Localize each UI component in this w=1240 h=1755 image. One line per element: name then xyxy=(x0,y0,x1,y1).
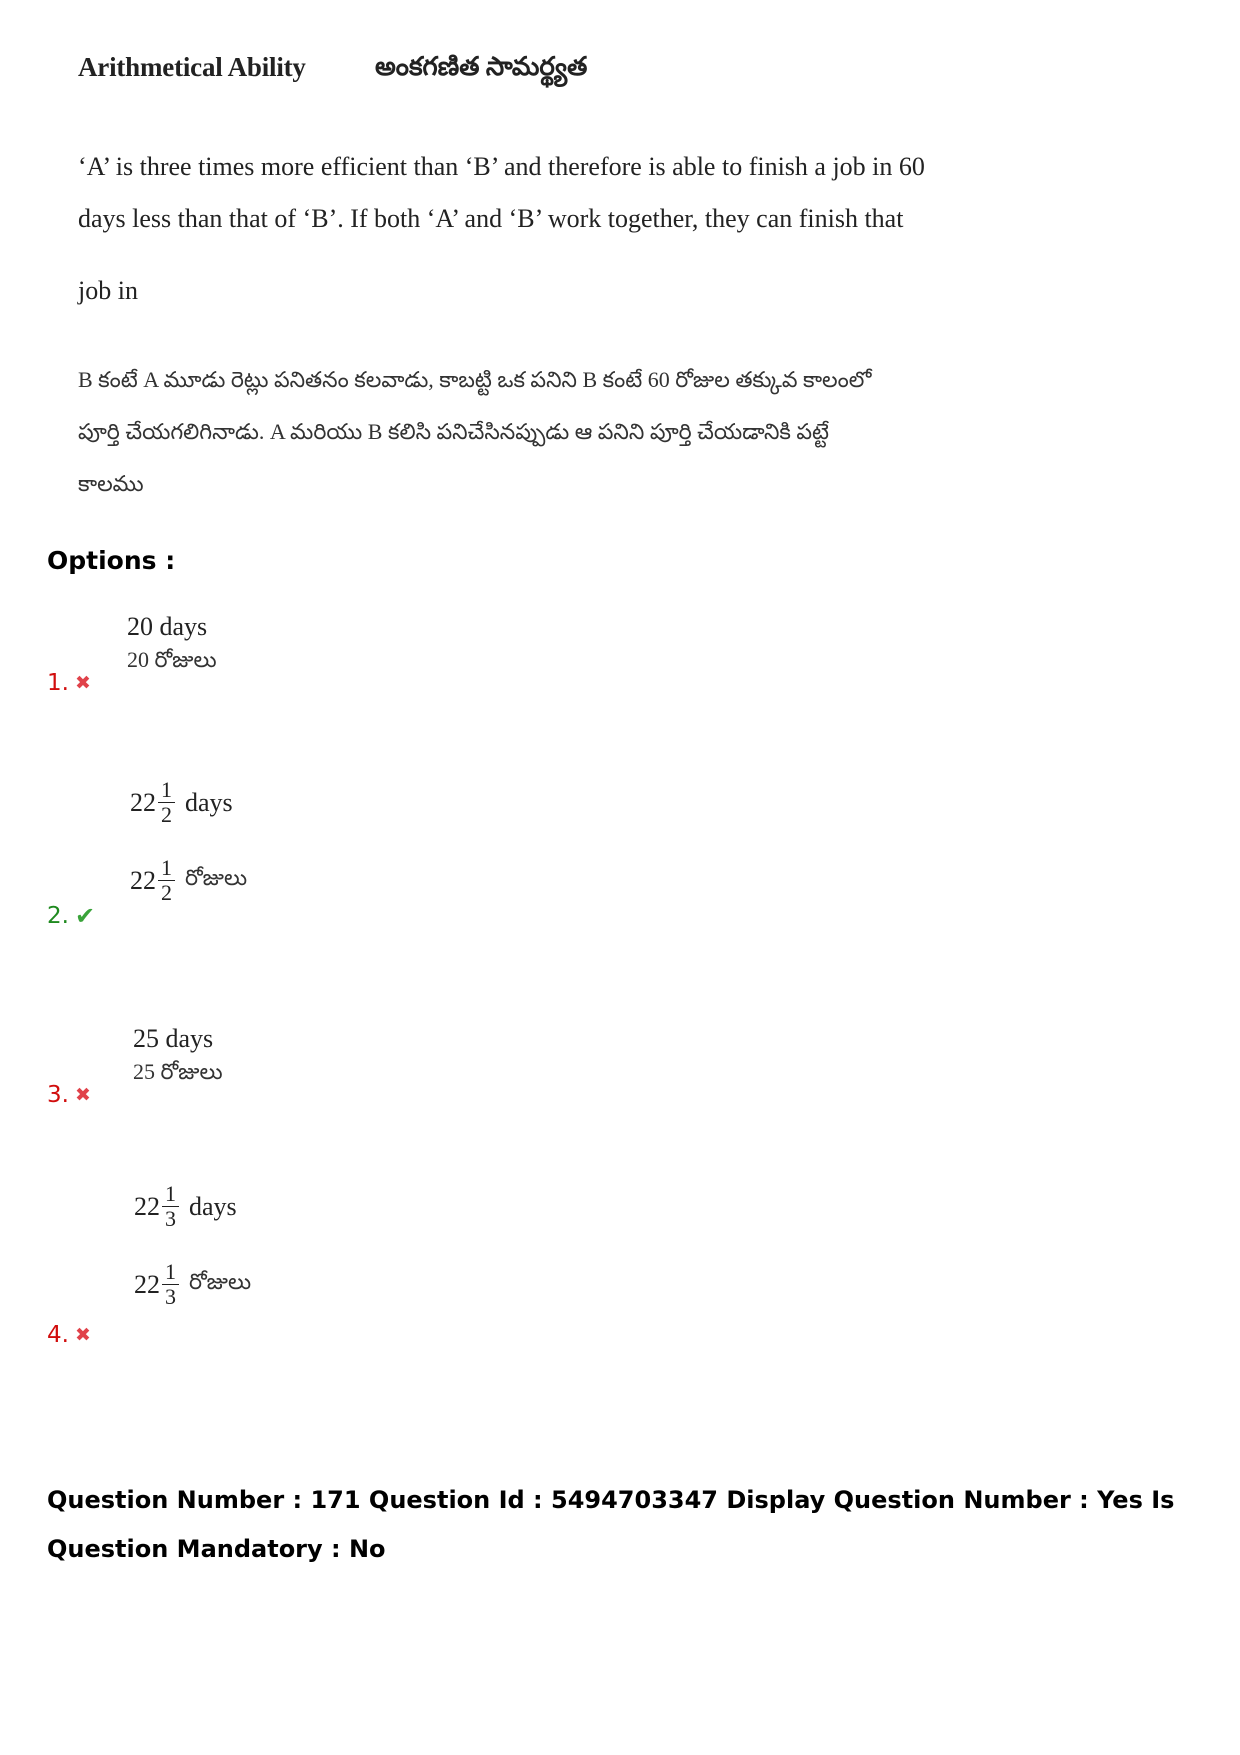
option-1-text xyxy=(127,610,217,676)
option-4-numerator: 1 xyxy=(162,1182,179,1207)
option-2-whole-te: 22 xyxy=(130,865,156,895)
option-4-numerator-te: 1 xyxy=(162,1260,179,1285)
option-4-denominator-te: 3 xyxy=(165,1284,176,1309)
cross-icon: ✖ xyxy=(74,1083,91,1106)
question-text-te xyxy=(78,354,918,510)
option-4-whole: 22 xyxy=(134,1191,160,1221)
option-1-text-te: 20 రోజులు xyxy=(127,647,217,672)
option-2-unit-en: days xyxy=(185,787,233,817)
option-4-whole-te: 22 xyxy=(134,1269,160,1299)
question-line-te: B కంటే A మూడు రెట్లు పనితనం కలవాడు, కాబట్టి ఒక పనిని B కంటే 60 రోజుల తక్కువ కాలంలో xyxy=(78,367,872,392)
option-1-number-label: 1. xyxy=(47,670,69,696)
option-3-text xyxy=(133,1022,223,1088)
option-4-fraction-te xyxy=(162,1260,179,1309)
option-2-text-en xyxy=(130,778,233,827)
option-4-unit-te: రోజులు xyxy=(189,1269,252,1294)
question-line-te: పూర్తి చేయగలిగినాడు. A మరియు B కలిసి పనిచేసినప్పుడు ఆ పనిని పూర్తి చేయడానికి పట్టే xyxy=(78,419,829,444)
option-4-fraction xyxy=(162,1182,179,1231)
option-2-text-te xyxy=(130,856,247,905)
options-heading: Options : xyxy=(47,546,176,575)
option-2-unit-te: రోజులు xyxy=(185,865,248,890)
option-4-text-en xyxy=(134,1182,237,1231)
question-metadata xyxy=(47,1476,1207,1574)
question-metadata-text: Question Number : 171 Question Id : 5494703347 Display Question Number : Yes Is Question Mandatory : No xyxy=(47,1486,1175,1563)
option-4-text-te xyxy=(134,1260,251,1309)
cross-icon: ✖ xyxy=(74,1323,91,1346)
check-icon: ✔ xyxy=(74,902,96,930)
question-line-te: కాలము xyxy=(78,471,144,496)
option-2-denominator: 2 xyxy=(161,802,172,827)
option-2-numerator-te: 1 xyxy=(158,856,175,881)
question-text-en xyxy=(78,141,925,317)
option-2-whole: 22 xyxy=(130,787,156,817)
option-2-fraction xyxy=(158,778,175,827)
option-2-fraction-te xyxy=(158,856,175,905)
option-2-number-label: 2. xyxy=(47,903,69,929)
section-title-en: Arithmetical Ability xyxy=(78,52,306,82)
option-2-denominator-te: 2 xyxy=(161,880,172,905)
option-3-number xyxy=(47,1082,91,1108)
option-1-number xyxy=(47,670,91,696)
option-3-number-label: 3. xyxy=(47,1082,69,1108)
option-4-number-label: 4. xyxy=(47,1322,69,1348)
option-4-number xyxy=(47,1322,91,1348)
option-4-denominator: 3 xyxy=(165,1206,176,1231)
option-1-text-en: 20 days xyxy=(127,612,208,641)
section-title-te: అంకగణిత సామర్థ్యత xyxy=(375,52,588,81)
question-line-en: ‘A’ is three times more efficient than ‘B’ and therefore is able to finish a job in 60 xyxy=(78,152,925,181)
option-2-numerator: 1 xyxy=(158,778,175,803)
cross-icon: ✖ xyxy=(74,671,91,694)
option-3-text-te: 25 రోజులు xyxy=(133,1059,223,1084)
option-2-number xyxy=(47,903,95,929)
option-4-unit-en: days xyxy=(189,1191,237,1221)
question-line-en: days less than that of ‘B’. If both ‘A’ and ‘B’ work together, they can finish that xyxy=(78,204,904,233)
question-line-en: job in xyxy=(78,276,138,305)
option-3-text-en: 25 days xyxy=(133,1024,214,1053)
